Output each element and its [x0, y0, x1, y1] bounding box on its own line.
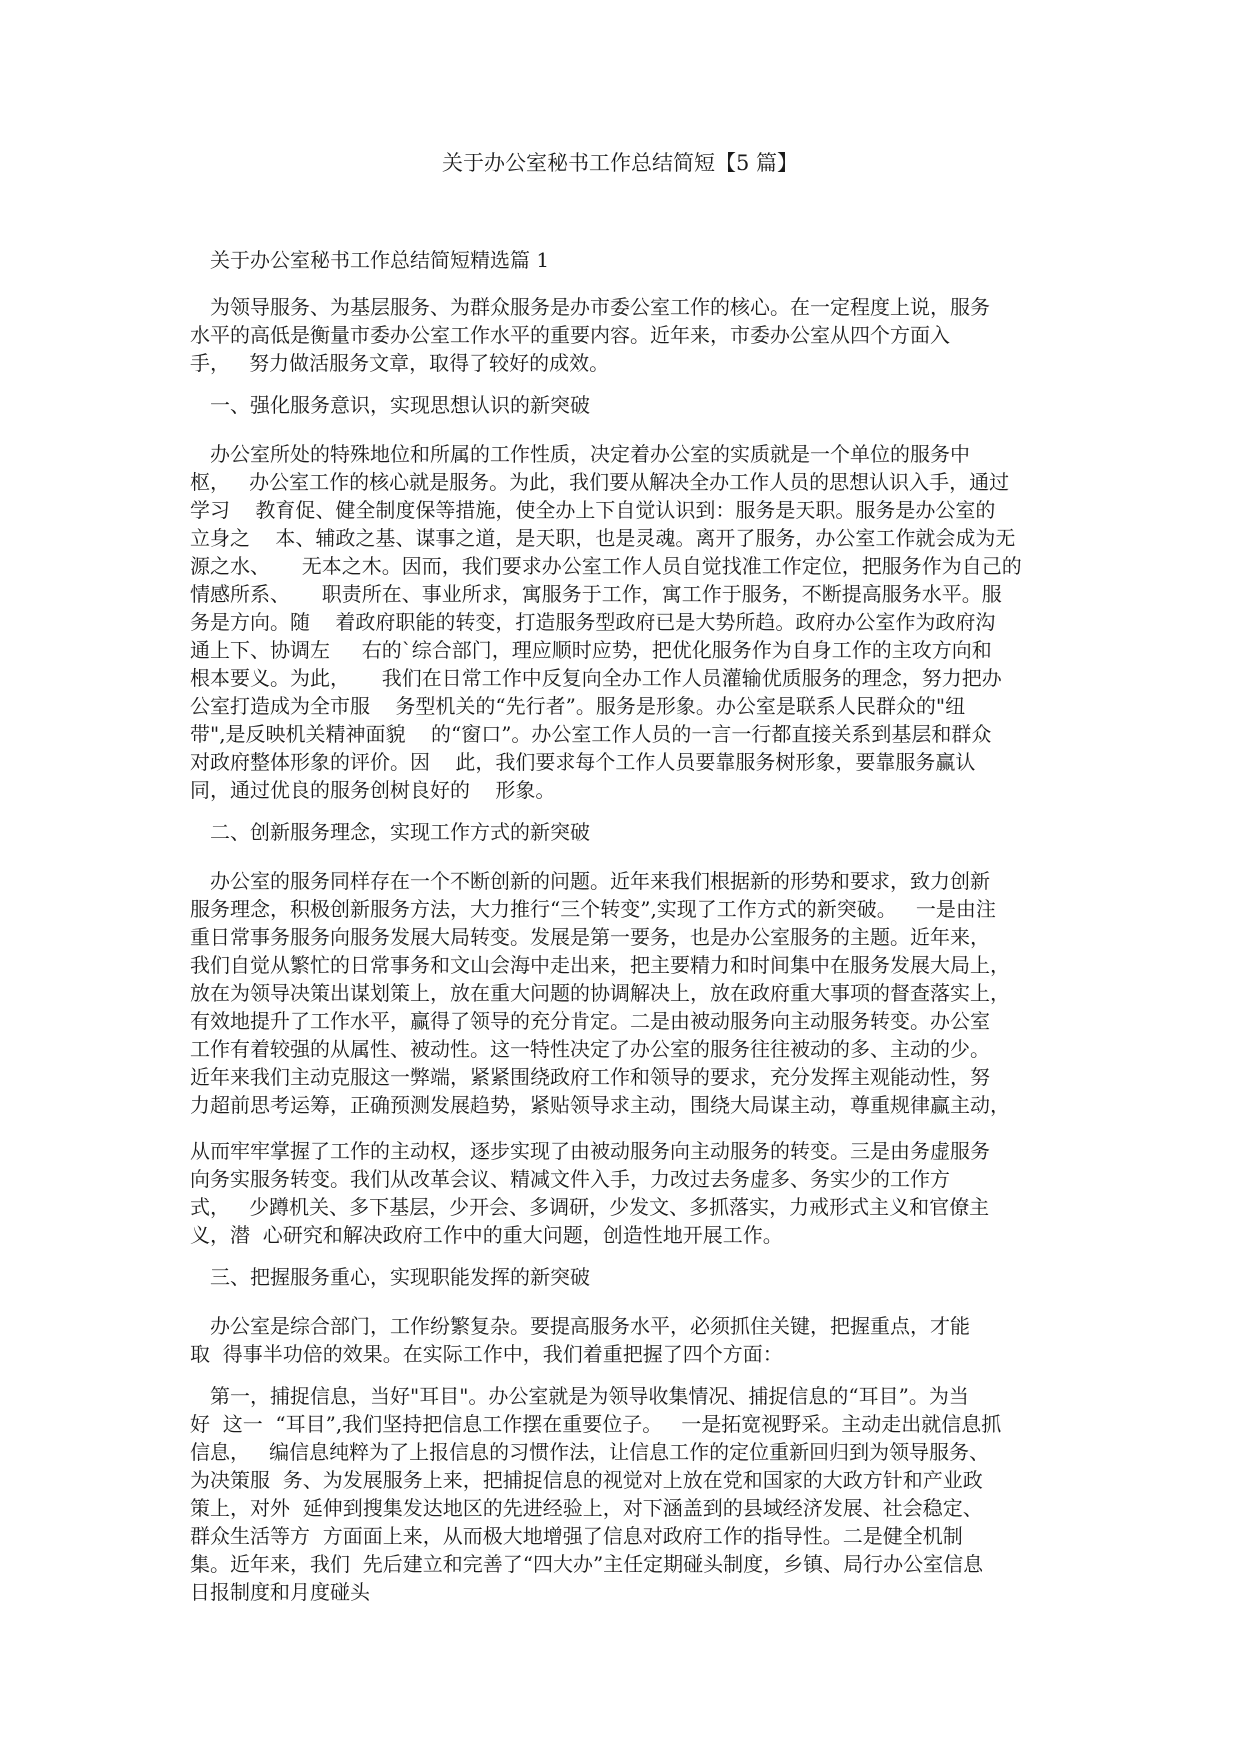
- text-line: 策上，对外 延伸到搜集发达地区的先进经验上，对下涵盖到的县域经济发展、社会稳定、: [190, 1496, 983, 1520]
- text-line: 源之水、 无本之木。因而，我们要求办公室工作人员自觉找准工作定位，把服务作为自己的: [190, 554, 1022, 578]
- text-line: 义，潜 心研究和解决政府工作中的重大问题，创造性地开展工作。: [190, 1223, 783, 1247]
- text-line: 学习 教育促、健全制度保等措施，使全办上下自觉认识到：服务是天职。服务是办公室的: [190, 498, 996, 522]
- text-line: 公室打造成为全市服 务型机关的“先行者”。服务是形象。办公室是联系人民群众的"纽: [190, 694, 966, 718]
- text-line: 为领导服务、为基层服务、为群众服务是办市委公室工作的核心。在一定程度上说，服务: [210, 295, 990, 319]
- text-line: 式， 少蹲机关、多下基层，少开会、多调研，少发文、多抓落实，力戒形式主义和官僚主: [190, 1195, 990, 1219]
- text-line: 好 这一 “耳目”,我们坚持把信息工作摆在重要位子。 一是拓宽视野采。主动走出就信息抓: [190, 1412, 1002, 1436]
- text-line: 向务实服务转变。我们从改革会议、精减文件入手，力改过去务虚多、务实少的工作方: [190, 1167, 950, 1191]
- text-line: 第一，捕捉信息，当好"耳目"。办公室就是为领导收集情况、捕捉信息的“耳目”。为当: [210, 1384, 969, 1408]
- text-line: 有效地提升了工作水平，赢得了领导的充分肯定。二是由被动服务向主动服务转变。办公室: [190, 1009, 990, 1033]
- document-title: 关于办公室秘书工作总结简短【5 篇】: [441, 151, 799, 175]
- text-line: 工作有着较强的从属性、被动性。这一特性决定了办公室的服务往往被动的多、主动的少。: [190, 1037, 990, 1061]
- text-line: 从而牢牢掌握了工作的主动权，逐步实现了由被动服务向主动服务的转变。三是由务虚服务: [190, 1139, 990, 1163]
- text-line: 取 得事半功倍的效果。在实际工作中，我们着重把握了四个方面：: [190, 1342, 783, 1366]
- text-line: 办公室是综合部门，工作纷繁复杂。要提高服务水平，必须抓住关键，把握重点，才能: [210, 1314, 970, 1338]
- text-line: 信息， 编信息纯粹为了上报信息的习惯作法，让信息工作的定位重新回归到为领导服务、: [190, 1440, 990, 1464]
- section-heading-1: 一、强化服务意识，实现思想认识的新突破: [210, 393, 590, 417]
- text-line: 近年来我们主动克服这一弊端，紧紧围绕政府工作和领导的要求，充分发挥主观能动性，努: [190, 1065, 990, 1089]
- section-heading-3: 三、把握服务重心，实现职能发挥的新突破: [210, 1265, 590, 1289]
- text-line: 情感所系、 职责所在、事业所求，寓服务于工作，寓工作于服务，不断提高服务水平。服: [190, 582, 1002, 606]
- text-line: 手， 努力做活服务文章，取得了较好的成效。: [190, 351, 610, 375]
- text-line: 枢， 办公室工作的核心就是服务。为此，我们要从解决全办工作人员的思想认识入手，通过: [190, 470, 1010, 494]
- text-line: 立身之 本、辅政之基、谋事之道，是天职，也是灵魂。离开了服务，办公室工作就会成为无: [190, 526, 1016, 550]
- text-line: 办公室所处的特殊地位和所属的工作性质，决定着办公室的实质就是一个单位的服务中: [210, 442, 970, 466]
- text-line: 重日常事务服务向服务发展大局转变。发展是第一要务，也是办公室服务的主题。近年来，: [190, 925, 990, 949]
- text-line: 放在为领导决策出谋划策上，放在重大问题的协调解决上，放在政府重大事项的督查落实上，: [190, 981, 1010, 1005]
- text-line: 同，通过优良的服务创树良好的 形象。: [190, 778, 556, 802]
- text-line: 集。近年来，我们 先后建立和完善了“四大办”主任定期碰头制度，乡镇、局行办公室信息: [190, 1552, 984, 1576]
- section-heading-article-1: 关于办公室秘书工作总结简短精选篇 1: [210, 248, 550, 272]
- text-line: 对政府整体形象的评价。因 此，我们要求每个工作人员要靠服务树形象，要靠服务赢认: [190, 750, 976, 774]
- text-line: 力超前思考运筹，正确预测发展趋势，紧贴领导求主动，围绕大局谋主动，尊重规律赢主动，: [190, 1093, 1010, 1117]
- text-line: 为决策服 务、为发展服务上来，把捕捉信息的视觉对上放在党和国家的大政方针和产业政: [190, 1468, 983, 1492]
- text-line: 服务理念，积极创新服务方法，大力推行“三个转变”,实现了工作方式的新突破。 一是由注: [190, 897, 996, 921]
- text-line: 务是方向。随 着政府职能的转变，打造服务型政府已是大势所趋。政府办公室作为政府沟: [190, 610, 996, 634]
- text-line: 我们自觉从繁忙的日常事务和文山会海中走出来，把主要精力和时间集中在服务发展大局上，: [190, 953, 1010, 977]
- text-line: 带",是反映机关精神面貌 的“窗口”。办公室工作人员的一言一行都直接关系到基层和群众: [190, 722, 992, 746]
- text-line: 通上下、协调左 右的`综合部门，理应顺时应势，把优化服务作为自身工作的主攻方向和: [190, 638, 992, 662]
- text-line: 水平的高低是衡量市委办公室工作水平的重要内容。近年来，市委办公室从四个方面入: [190, 323, 950, 347]
- text-line: 根本要义。为此， 我们在日常工作中反复向全办工作人员灌输优质服务的理念，努力把办: [190, 666, 1002, 690]
- section-heading-2: 二、创新服务理念，实现工作方式的新突破: [210, 820, 590, 844]
- text-line: 办公室的服务同样存在一个不断创新的问题。近年来我们根据新的形势和要求，致力创新: [210, 869, 990, 893]
- text-line: 日报制度和月度碰头: [190, 1580, 370, 1604]
- text-line: 群众生活等方 方面面上来，从而极大地增强了信息对政府工作的指导性。二是健全机制: [190, 1524, 963, 1548]
